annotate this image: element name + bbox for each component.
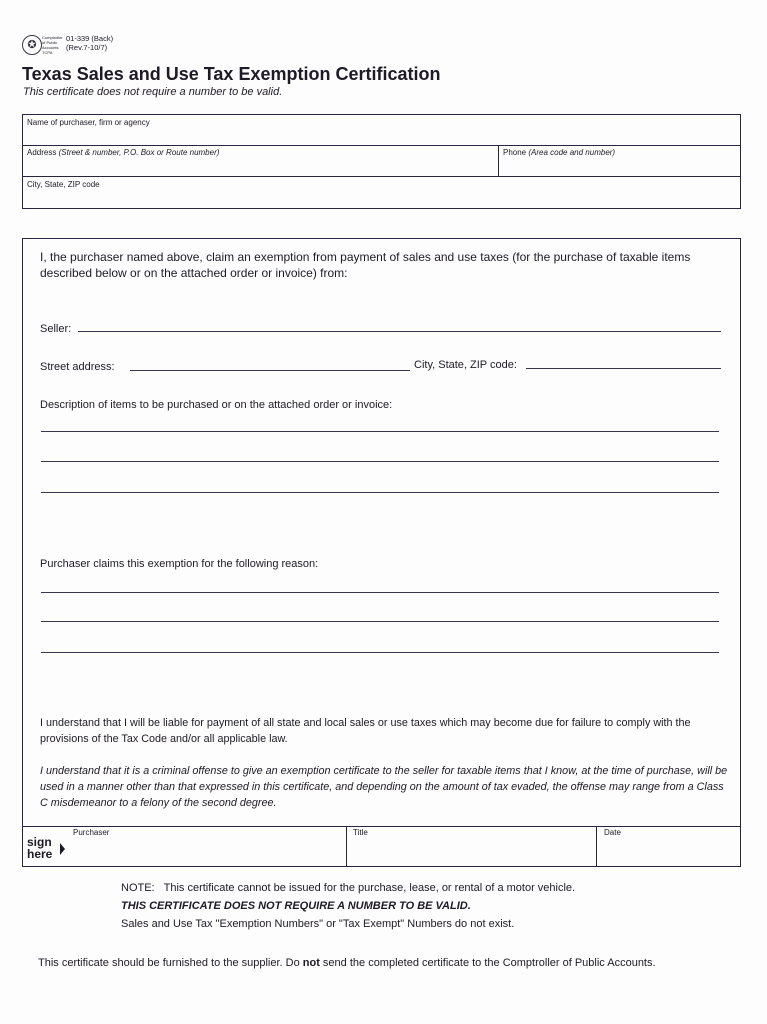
purchaser-info-box: [22, 114, 741, 209]
seller-street-label: Street address:: [40, 361, 115, 373]
furnish-text-after: send the completed certificate to the Comptroller of Public Accounts.: [319, 957, 656, 969]
divider: [23, 176, 740, 177]
divider: [498, 145, 499, 176]
signer-title-label: Title: [353, 828, 368, 837]
divider: [596, 826, 597, 866]
exemption-claim-box: [22, 238, 741, 867]
seller-city-field[interactable]: [526, 368, 721, 369]
address-label-text: Address: [27, 148, 57, 157]
note-no-number: THIS CERTIFICATE DOES NOT REQUIRE A NUMBER TO BE VALID.: [121, 900, 471, 912]
furnish-text-bold: not: [302, 957, 320, 969]
city-state-zip-label: City, State, ZIP code: [27, 180, 100, 189]
purchaser-name-field[interactable]: [25, 128, 737, 143]
page-title: Texas Sales and Use Tax Exemption Certification: [22, 64, 441, 84]
date-label: Date: [604, 828, 621, 837]
divider: [346, 826, 347, 866]
note-prefix: NOTE:: [121, 882, 155, 894]
form-revision: (Rev.7-10/7): [66, 43, 108, 52]
phone-label: [503, 148, 615, 157]
phone-hint: (Area code and number): [528, 148, 616, 157]
texas-seal-icon: ✪: [22, 35, 42, 55]
phone-field[interactable]: [501, 158, 737, 174]
reason-line[interactable]: [41, 592, 719, 593]
description-line[interactable]: [41, 461, 719, 462]
claim-intro: I, the purchaser named above, claim an exemption from payment of sales and use taxes (for the purchase of taxable items described below or on the attached order or invoice) from:: [40, 250, 691, 280]
liability-statement: I understand that I will be liable for payment of all state and local sales or use taxes which may become due for failure to comply with the provisions of the Tax Code and/or all applicable law.: [40, 717, 691, 745]
purchaser-name-label: Name of purchaser, firm or agency: [27, 118, 150, 127]
sign-here-line2: here: [27, 847, 53, 861]
note-exemption-numbers: Sales and Use Tax "Exemption Numbers" or "Tax Exempt" Numbers do not exist.: [121, 918, 515, 930]
date-field[interactable]: [600, 839, 738, 864]
furnish-instructions: [38, 955, 656, 971]
furnish-text-before: This certificate should be furnished to the supplier. Do: [38, 957, 303, 969]
form-number: 01-339 (Back): [66, 34, 114, 43]
note-text: This certificate cannot be issued for the purchase, lease, or rental of a motor vehicle.: [163, 882, 576, 894]
address-label: [27, 148, 219, 157]
reason-line[interactable]: [41, 621, 719, 622]
description-label: Description of items to be purchased or on the attached order or invoice:: [40, 399, 393, 411]
purchaser-signature-field[interactable]: [68, 839, 343, 864]
divider: [23, 145, 740, 146]
agency-name: Comptroller of Public Accounts TCPA: [42, 35, 63, 55]
seller-city-label: City, State, ZIP code:: [414, 359, 517, 371]
note-motor-vehicle: [121, 880, 575, 896]
signer-title-field[interactable]: [350, 839, 593, 864]
seller-field[interactable]: [78, 331, 721, 332]
purchaser-signature-label: Purchaser: [73, 828, 110, 837]
reason-label: Purchaser claims this exemption for the following reason:: [40, 558, 319, 570]
page-subtitle: This certificate does not require a number to be valid.: [23, 86, 283, 98]
address-field[interactable]: [25, 158, 495, 174]
description-line[interactable]: [41, 492, 719, 493]
phone-label-text: Phone: [503, 148, 527, 157]
criminal-offense-statement: I understand that it is a criminal offense to give an exemption certificate to the seller for taxable items that I know, at the time of purchase, will be used in a manner other than that expressed in this certificate, and depending on the amount of tax evaded, the offense may range from a Class C misdemeanor to a felony of the second degree.: [40, 765, 728, 809]
sign-here-marker: [27, 836, 52, 860]
description-line[interactable]: [41, 431, 719, 432]
city-state-zip-field[interactable]: [25, 190, 737, 206]
reason-line[interactable]: [41, 652, 719, 653]
seller-street-field[interactable]: [130, 370, 410, 371]
address-hint: (Street & number, P.O. Box or Route number): [58, 148, 220, 157]
sign-here-line1: sign: [27, 835, 52, 849]
sign-here-arrow-icon: [60, 843, 65, 855]
seller-label: Seller:: [40, 323, 72, 335]
form-number-block: [66, 34, 113, 52]
divider: [23, 826, 740, 827]
